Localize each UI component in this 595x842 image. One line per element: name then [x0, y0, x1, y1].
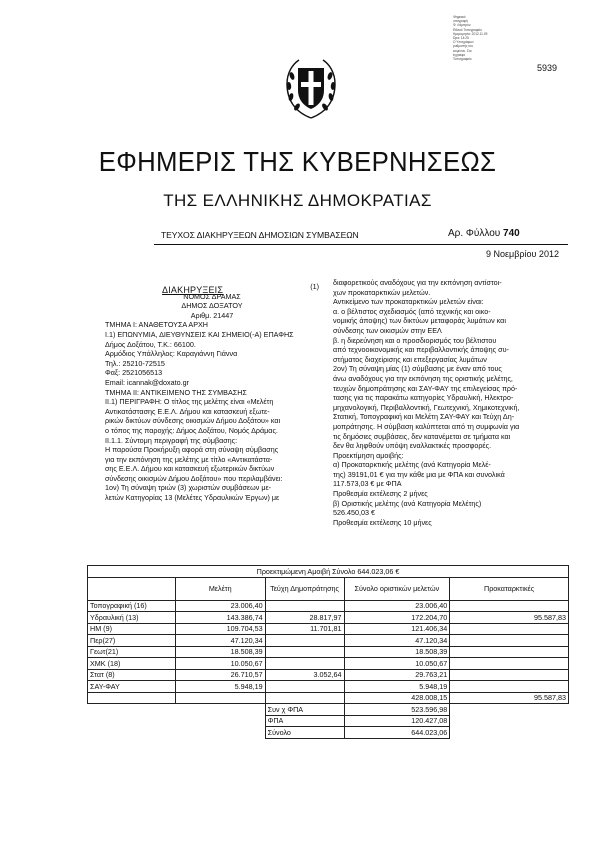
text-line: σύνδεσης των οικισμών στην ΕΕΛ [333, 325, 442, 335]
table-cell [88, 692, 176, 704]
page-number: 5939 [537, 63, 558, 73]
text-line: α) Προκαταρκτικής μελέτης (ανά Κατηγορία Μελέ- [333, 460, 491, 470]
table-cell [265, 635, 344, 647]
signature-line: Ημερομηνία: 2012.11.09 [453, 31, 488, 36]
text-line: για την εκπόνηση της μελέτης με τίτλο «Αντικατάστα- [105, 454, 273, 464]
text-line: β. η διερεύνηση και ο προσδιορισμός του βέλτιστου [333, 335, 497, 345]
table-cell [265, 600, 344, 612]
table-cell: 23.006,40 [344, 600, 450, 612]
text-line: ρικών δικτύων σύνδεσης οικισμών Δήμου Δοξάτου» και [105, 416, 281, 426]
table-spacer [88, 704, 266, 716]
column-header: Προκαταρκτικές [450, 577, 569, 600]
header-rule [154, 244, 568, 245]
greek-coat-of-arms-icon [283, 56, 339, 122]
table-cell: Τοπογραφική (16) [88, 600, 176, 612]
gazette-title: ΕΦΗΜΕΡΙΣ ΤΗΣ ΚΥΒΕΡΝΗΣΕΩΣ [98, 146, 497, 177]
table-cell: 143.386,74 [175, 612, 265, 624]
table-cell: 121.406,34 [344, 623, 450, 635]
signature-line: Ώρα: 14:25 [453, 36, 469, 41]
table-cell: ΗΜ (9) [88, 623, 176, 635]
totals-row [88, 727, 569, 739]
table-cell: 5.948,19 [344, 681, 450, 693]
table-cell [265, 646, 344, 658]
table-row [88, 692, 569, 704]
text-line: Αντικατάστασης Ε.Ε.Λ. Δήμου και κατασκευή εξωτε- [105, 406, 270, 416]
signature-line: Φ. Λάμπρου [453, 23, 471, 28]
table-cell [450, 658, 569, 670]
table-row [88, 681, 569, 693]
text-line: ΔΗΜΟΣ ΔΟΞΑΤΟΥ [181, 301, 243, 311]
table-cell: 10.050,67 [344, 658, 450, 670]
table-cell: 23.006,40 [175, 600, 265, 612]
total-label: Συν χ ΦΠΑ [265, 704, 344, 716]
table-cell: 5.948,19 [175, 681, 265, 693]
text-line: χων προκαταρκτικών μελετών. [333, 287, 431, 297]
text-line: Προεκτίμηση αμοιβής: [333, 450, 404, 460]
text-line: α. ο βέλτιστος σχεδιασμός (από τεχνικής και οικο- [333, 306, 491, 316]
text-line: από τεχνοοικονομικής και περιβαλλοντικής άποψης συ- [333, 345, 509, 355]
text-line: διαφορετικούς αναδόχους για την εκπόνηση αντίστοι- [333, 278, 502, 287]
text-line: ΤΜΗΜΑ ΙΙ: ΑΝΤΙΚΕΙΜΕΝΟ ΤΗΣ ΣΥΜΒΑΣΗΣ [105, 387, 247, 397]
table-spacer [450, 715, 569, 727]
table-spacer [88, 727, 266, 739]
left-column [105, 282, 319, 503]
table-cell: Υδραυλική (13) [88, 612, 176, 624]
text-line: στήματος διαχείρισης και επεξεργασίας λυμάτων [333, 354, 487, 364]
table-cell: 47.120,34 [175, 635, 265, 647]
text-line: μοπράτησης. Η σύμβαση καλύπτεται από τη συμφωνία για [333, 421, 520, 431]
signature-line: υπογραφή [453, 19, 468, 24]
issue-type: ΤΕΥΧΟΣ ΔΙΑΚΗΡΥΞΕΩΝ ΔΗΜΟΣΙΩΝ ΣΥΜΒΑΣΕΩΝ [161, 230, 359, 240]
table-cell: 18.508,39 [344, 646, 450, 658]
table-cell: 109.704,53 [175, 623, 265, 635]
text-line: Αρμόδιος Υπάλληλος: Καραγιάννη Γιάννα [105, 349, 238, 359]
table-cell: 28.817,97 [265, 612, 344, 624]
table-cell: 3.052,64 [265, 669, 344, 681]
text-line: Αριθμ. 21447 [190, 310, 234, 320]
table-row [88, 658, 569, 670]
table-cell: 29.763,21 [344, 669, 450, 681]
table-cell: Στατ (8) [88, 669, 176, 681]
table-row [88, 612, 569, 624]
budget-table [87, 565, 569, 739]
text-line: Email: icannak@doxato.gr [105, 377, 190, 387]
table-cell: 10.050,67 [175, 658, 265, 670]
text-line: Στατική, Τοπογραφική και Μελέτη ΣΑΥ-ΦΑΥ και Τεύχη Δη- [333, 412, 515, 422]
text-line: β) Οριστικής μελέτης (ανά Κατηγορία Μελέτης) [333, 498, 482, 508]
column-header: Σύνολο οριστικών μελετών [344, 577, 450, 600]
table-cell: ΣΑΥ-ΦΑΥ [88, 681, 176, 693]
sheet-value: 740 [503, 228, 520, 239]
text-line: δεν θα ληφθούν υπόψη εναλλακτικές προσφορές. [333, 441, 492, 451]
signature-line: Ο Υπογράφων [453, 40, 474, 45]
text-line: νομικής άποψης) των δικτύων μεταφοράς λυμάτων και [333, 316, 506, 326]
table-cell [450, 635, 569, 647]
table-row [88, 669, 569, 681]
text-line: λετών Κατηγορίας 13 (Μελέτες Υδραυλικών Έργων) με [105, 493, 280, 503]
text-line: ΝΟΜΟΣ ΔΡΑΜΑΣ [183, 291, 241, 301]
table-cell: 26.710,57 [175, 669, 265, 681]
table-cell: 172.204,70 [344, 612, 450, 624]
issue-date: 9 Νοεμβρίου 2012 [486, 249, 559, 259]
text-line: τασης για τις παρακάτω κατηγορίες Υδραυλική, Ηλεκτρο- [333, 393, 514, 403]
total-label: ΦΠΑ [265, 715, 344, 727]
text-line: ΤΜΗΜΑ Ι: ΑΝΑΘΕΤΟΥΣΑ ΑΡΧΗ [105, 320, 208, 330]
table-cell [175, 692, 265, 704]
table-cell [450, 600, 569, 612]
text-line: Αντικείμενο των προκαταρκτικών μελετών είναι: [333, 297, 484, 307]
table-row [88, 623, 569, 635]
signature-line: έγγραφο [453, 52, 466, 57]
table-cell [265, 692, 344, 704]
total-value: 644.023,06 [344, 727, 450, 739]
column-header: Μελέτη [175, 577, 265, 600]
digital-signature-note [453, 15, 521, 61]
text-line: άνω αναδόχους για την εκπόνηση της οριστικής μελέτης, [333, 373, 513, 383]
table-cell [450, 646, 569, 658]
right-column [333, 278, 569, 527]
total-value: 523.596,98 [344, 704, 450, 716]
table-row [88, 635, 569, 647]
text-line: σύνδεσης οικισμών Δήμου Δοξάτου» που περιλαμβάνει: [105, 473, 283, 483]
text-line: 2ον) Τη σύναψη μίας (1) σύμβασης με έναν από τους [333, 364, 502, 374]
table-cell [450, 681, 569, 693]
table-cell [265, 658, 344, 670]
signature-line: Εθνικό Τυπογραφείο [453, 27, 482, 32]
text-line: Προθεσμία εκτέλεσης 2 μήνες [333, 489, 428, 499]
text-line: Προθεσμία εκτέλεσης 10 μήνες [333, 517, 432, 527]
table-cell: 18.508,39 [175, 646, 265, 658]
table-cell [450, 669, 569, 681]
table-spacer [450, 704, 569, 716]
signature-line: κειμένου. Στο [453, 48, 472, 53]
sheet-label: Αρ. Φύλλου [448, 228, 501, 239]
table-cell: 11.701,81 [265, 623, 344, 635]
totals-row [88, 715, 569, 727]
text-line: Φαξ: 2521056513 [105, 368, 163, 378]
text-line: ο τόπος της παροχής: Δήμος Δοξάτου, Νομός Δράμας. [105, 425, 278, 435]
text-line: Τηλ.: 25210-72515 [105, 358, 165, 368]
signature-line: ρυθμιστής του [453, 44, 474, 49]
text-line: ΙΙ.1.1. Σύντομη περιγραφή της σύμβασης: [105, 435, 238, 445]
table-caption: Προεκτιμώμενη Αμοιβή Σύνολο 644.023,06 € [88, 566, 569, 578]
section-heading: ΔΙΑΚΗΡΥΞΕΙΣ [162, 285, 224, 295]
text-line: (1) [310, 282, 319, 291]
signature-line: Τυπογραφείο [453, 57, 472, 62]
text-line: 1ον) Τη σύναψη τριών (3) χωριστών συμβάσεων με- [105, 483, 272, 493]
text-line: ΙΙ.1) ΠΕΡΙΓΡΑΦΗ: Ο τίτλος της μελέτης είναι «Μελέτη [105, 397, 274, 407]
table-cell: Γεωτ(21) [88, 646, 176, 658]
table-header-row [88, 577, 569, 600]
total-label: Σύνολο [265, 727, 344, 739]
text-line: της) 39191,01 € για την κάθε μια με ΦΠΑ και συνολικά [333, 469, 505, 479]
table-cell: Περ(27) [88, 635, 176, 647]
table-row [88, 646, 569, 658]
signature-line: Ψηφιακά [453, 15, 466, 19]
table-caption-row [88, 566, 569, 578]
text-line: 526.450,03 € [333, 508, 375, 518]
table-cell: ΧΜΚ (18) [88, 658, 176, 670]
text-line: σης Ε.Ε.Λ. Δήμου και κατασκευή εξωτερικών δικτύων [105, 464, 275, 474]
table-cell: 47.120,34 [344, 635, 450, 647]
totals-row [88, 704, 569, 716]
table-cell [450, 623, 569, 635]
table-spacer [88, 715, 266, 727]
total-value: 120.427,08 [344, 715, 450, 727]
table-cell: 95.587,83 [450, 692, 569, 704]
sheet-number [448, 228, 520, 239]
text-line: Ι.1) ΕΠΩΝΥΜΙΑ, ΔΙΕΥΘΥΝΣΕΙΣ ΚΑΙ ΣΗΜΕΙΟ(-Α) ΕΠΑΦΗΣ [105, 329, 294, 339]
table-spacer [450, 727, 569, 739]
text-line: τις δημόσιες συμβάσεις, δεν κατανέμεται σε τμήματα και [333, 431, 511, 441]
table-row [88, 600, 569, 612]
text-line: Η παρούσα Προκήρυξη αφορά στη σύναψη σύμβασης [105, 445, 279, 455]
text-line: μηχανολογική, Περιβαλλοντική, Γεωτεχνική, Χημικοτεχνική, [333, 402, 520, 412]
table-cell: 428.008,15 [344, 692, 450, 704]
column-header: Τεύχη Δημοπράτησης [265, 577, 344, 600]
column-header [88, 577, 176, 600]
table-cell: 95.587,83 [450, 612, 569, 624]
text-line: τευχών δημοπράτησης και ΣΑΥ-ΦΑΥ της επιλεγείσας πρό- [333, 383, 518, 393]
text-line: Δήμος Δοξάτου, Τ.Κ.: 66100. [105, 339, 196, 349]
gazette-subtitle: ΤΗΣ ΕΛΛΗΝΙΚΗΣ ΔΗΜΟΚΡΑΤΙΑΣ [163, 191, 432, 210]
text-line: 117.573,03 € με ΦΠΑ [333, 479, 402, 489]
table-cell [265, 681, 344, 693]
